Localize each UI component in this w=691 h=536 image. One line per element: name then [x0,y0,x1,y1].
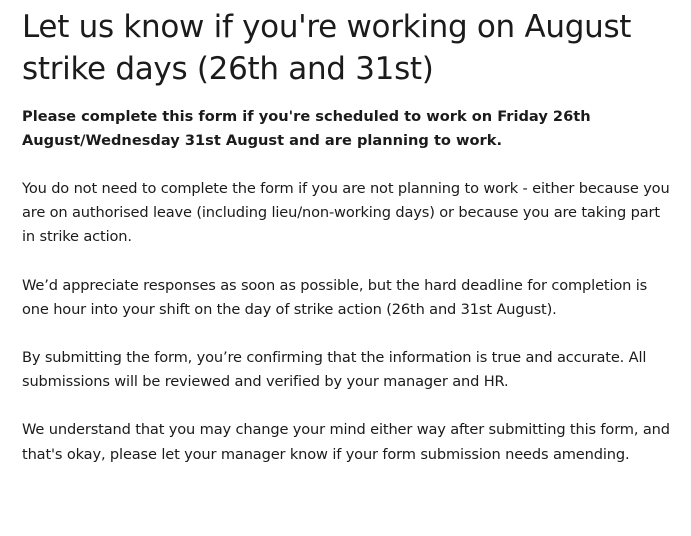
form-header [22,6,682,467]
paragraph-confirmation: By submitting the form, you’re confirming that the information is true and accurate. All submissions will be reviewed and verified by your manager and HR. [22,349,647,391]
paragraph-not-required: You do not need to complete the form if you are not planning to work - either because you are on authorised leave (including lieu/non-working days) or because you are taking part in strike action. [22,180,670,246]
paragraph-change-mind: We understand that you may change your mind either way after submitting this form, and that's okay, please let your manager know if your form submission needs amending. [22,421,670,463]
paragraph-deadline: We’d appreciate responses as soon as possible, but the hard deadline for completion is one hour into your shift on the day of strike action (26th and 31st August). [22,276,648,318]
page-title: Let us know if you're working on August strike days (26th and 31st) [22,9,632,87]
form-intro-bold: Please complete this form if you're scheduled to work on Friday 26th August/Wednesday 31st August and are planning to work. [22,108,591,149]
